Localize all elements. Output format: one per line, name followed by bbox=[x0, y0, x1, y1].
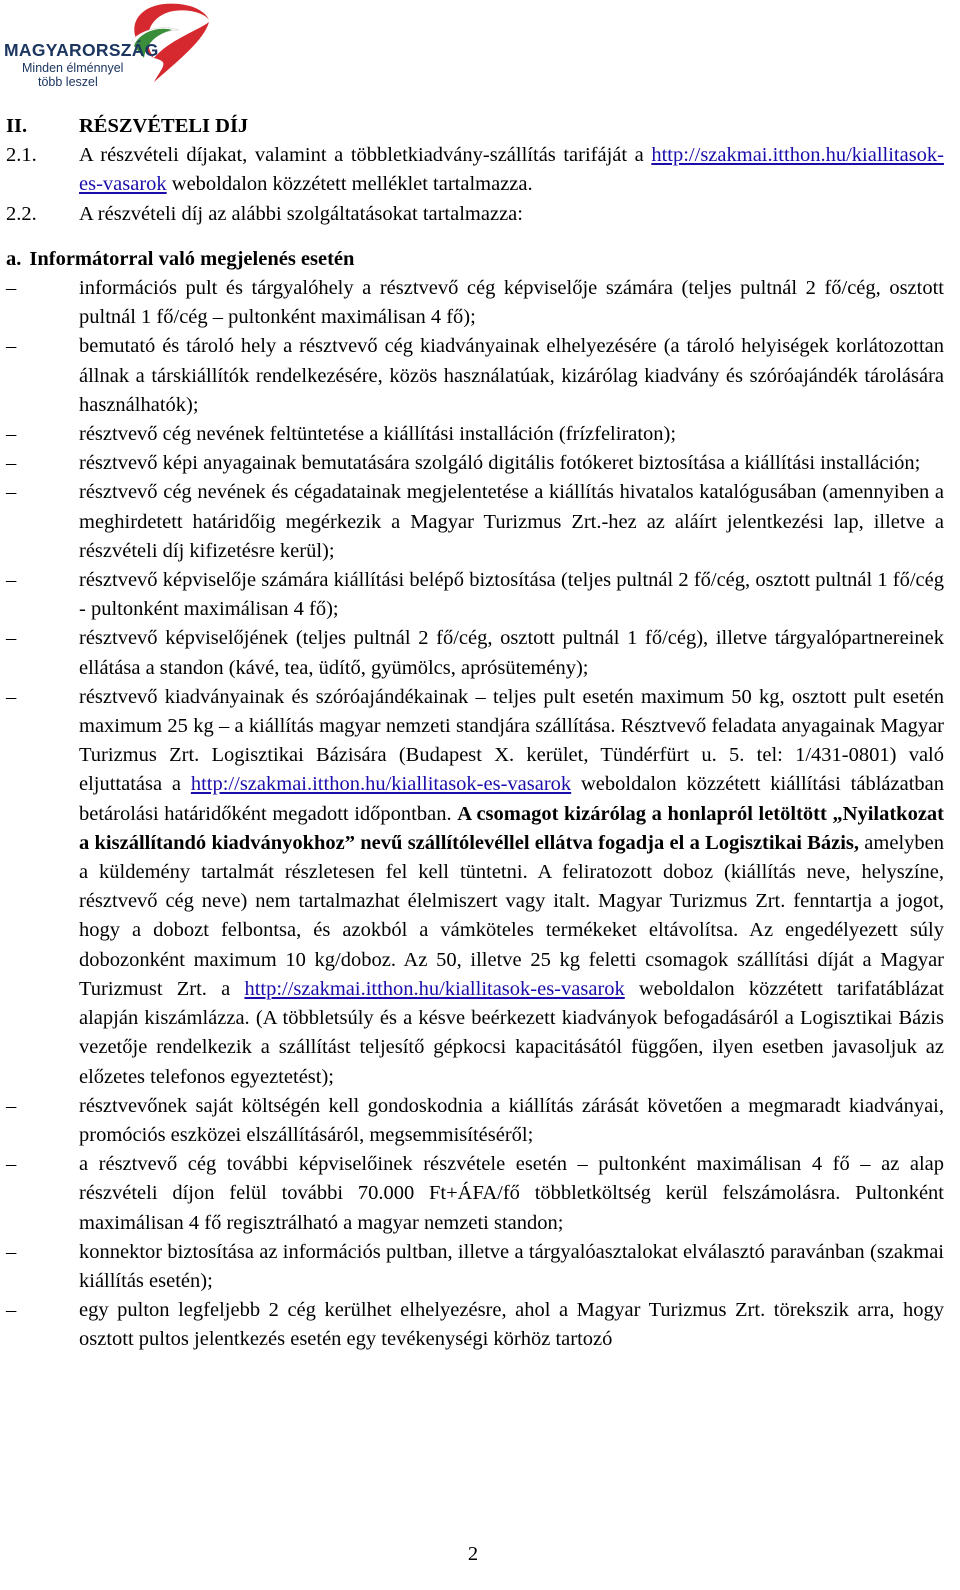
item8-part4: weboldalon közzétett tarifatáblázat alapján kiszámlázza. (A többletsúly és a késve beérkezett kiadványok befogadásáról a Logisztikai Bázis vezetője rendelkezik a szállítást teljesítő gépkocsi kapacitásától függően, ilyen esetben javasoljuk az előzetes telefonos egyeztetést); bbox=[79, 977, 944, 1088]
list-item-text: egy pulton legfeljebb 2 cég kerülhet elhelyezésre, ahol a Magyar Turizmus Zrt. törekszik arra, hogy osztott pultos jelentkezés esetén egy tevékenységi körhöz tartozó bbox=[79, 1299, 944, 1351]
list-item bbox=[6, 566, 944, 624]
item8-part1: résztvevő kiadványainak és szóróajándékainak – teljes pult esetén maximum 50 kg, osztott pult esetén maximum 25 kg – a kiállítás magyar nemzeti standjára szállítása. Résztvevő feladata anyagainak Magyar Turizmus Zrt. Logisztikai Bázisára (Budapest X. kerület, Tündérfürt u. 5. tel: 1/431-0801) való eljuttatása a bbox=[79, 685, 944, 796]
kiallitasok-link[interactable]: http://szakmai.itthon.hu/kiallitasok-es-vasarok bbox=[244, 977, 625, 1000]
list-item-text bbox=[79, 683, 944, 1092]
list-item bbox=[6, 683, 944, 1092]
paragraph-number: 2.2. bbox=[6, 202, 37, 225]
list-item-text: résztvevő cég nevének feltüntetése a kiállítási installáción (frízfeliraton); bbox=[79, 423, 677, 446]
paragraph-number: 2.1. bbox=[6, 144, 37, 167]
list-item bbox=[6, 1150, 944, 1238]
logo-tagline-2: több leszel bbox=[38, 75, 98, 89]
dash-bullet: – bbox=[6, 277, 17, 300]
page-number: 2 bbox=[467, 1543, 479, 1565]
subsection-a-heading bbox=[6, 245, 944, 274]
paragraph-2-1 bbox=[6, 141, 944, 199]
list-item-text: a résztvevő cég további képviselőinek részvétele esetén – pultonként maximálisan 4 fő – az alap részvételi díjon felül további 70.000 Ft+ÁFA/fő többletköltség kerül felszámolásra. Pultonként maximálisan 4 fő regisztrálható a magyar nemzeti standon; bbox=[79, 1153, 944, 1234]
list-item-text: konnektor biztosítása az információs pultban, illetve a tárgyalóasztalokat elválasztó paravánban (szakmai kiállítás esetén); bbox=[79, 1240, 944, 1292]
kiallitasok-link[interactable]: http://szakmai.itthon.hu/kiallitasok-es-vasarok bbox=[79, 144, 944, 196]
paragraph-text: A részvételi díj az alábbi szolgáltatásokat tartalmazza: bbox=[79, 202, 523, 225]
list-item-text: résztvevő képi anyagainak bemutatására szolgáló digitális fotókeret biztosítása a kiállítási installáción; bbox=[79, 452, 921, 475]
list-item-text: résztvevő képviselője számára kiállítási belépő biztosítása (teljes pultnál 2 fő/cég, osztott pultnál 1 fő/cég - pultonként maximálisan 4 fő); bbox=[79, 569, 944, 621]
dash-bullet: – bbox=[6, 627, 17, 650]
item8-bold-notice: A csomagot kizárólag a honlapról letöltött „Nyilatkozat a kiszállítandó kiadványokhoz” nevű szállítólevéllel ellátva fogadja el a Logisztikai Bázis, bbox=[79, 802, 944, 854]
dash-bullet: – bbox=[6, 569, 17, 592]
item8-part3: amelyben a küldemény tartalmát részletesen fel kell tüntetni. A feliratozott doboz (kiállítás neve, helyszíne, résztvevő cég neve) nem tartalmazhat élelmiszert vagy italt. Magyar Turizmus Zrt. fenntartja a jogot, hogy a dobozt felbontsa, és azokból a vámköteles termékeket eltávolítsa. Az engedélyezett súly dobozonként maximum 10 kg/doboz. Az 50, illetve 25 kg feletti csomagok szállítási díját a Magyar Turizmust Zrt. a bbox=[79, 831, 944, 1000]
dash-bullet: – bbox=[6, 685, 17, 708]
subsection-title: Informátorral való megjelenés esetén bbox=[29, 247, 355, 270]
list-item bbox=[6, 332, 944, 420]
dash-bullet: – bbox=[6, 423, 17, 446]
item8-part2: weboldalon közzétett kiállítási táblázatban betárolási határidőként megadott időpontban. bbox=[79, 773, 944, 825]
document-body bbox=[6, 112, 944, 1355]
dash-bullet: – bbox=[6, 1094, 17, 1117]
paragraph-text bbox=[79, 141, 944, 199]
subsection-number: a. bbox=[6, 247, 22, 270]
dash-bullet: – bbox=[6, 452, 17, 475]
logo-tagline-1: Minden élménnyel bbox=[22, 61, 124, 75]
p21-before: A részvételi díjakat, valamint a többletkiadvány-szállítás tarifáját a bbox=[79, 144, 644, 167]
list-item-text: résztvevő képviselőjének (teljes pultnál 2 fő/cég, osztott pultnál 1 fő/cég), illetve tárgyalópartnereinek ellátása a standon (kávé, tea, üdítő, gyümölcs, aprósütemény); bbox=[79, 627, 944, 679]
section-number: II. bbox=[6, 115, 28, 137]
list-item-text: bemutató és tároló hely a résztvevő cég kiadványainak elhelyezésére (a tároló helyiségek korlátozottan állnak a társkiállítók rendelkezésére, közös használatúak, kizárólag kiadvány és szóróajándék tárolására használhatók); bbox=[79, 335, 944, 416]
services-list bbox=[6, 274, 944, 1355]
dash-bullet: – bbox=[6, 1153, 17, 1176]
dash-bullet: – bbox=[6, 481, 17, 504]
list-item bbox=[6, 420, 944, 449]
logo-wordmark bbox=[4, 40, 159, 89]
list-item bbox=[6, 1092, 944, 1150]
p21-after: weboldalon közzétett melléklet tartalmazza. bbox=[166, 173, 533, 196]
magyarorszag-logo bbox=[4, 0, 214, 92]
list-item bbox=[6, 1238, 944, 1296]
list-item bbox=[6, 624, 944, 682]
list-item bbox=[6, 274, 944, 332]
list-item-text: információs pult és tárgyalóhely a résztvevő cég képviselője számára (teljes pultnál 2 fő/cég, osztott pultnál 1 fő/cég – pultonként maximálisan 4 fő); bbox=[79, 277, 944, 329]
paragraph-2-2 bbox=[6, 200, 944, 229]
list-item bbox=[6, 449, 944, 478]
list-item bbox=[6, 478, 944, 566]
dash-bullet: – bbox=[6, 1240, 17, 1263]
section-heading bbox=[6, 112, 944, 141]
kiallitasok-link[interactable]: http://szakmai.itthon.hu/kiallitasok-es-vasarok bbox=[190, 773, 572, 796]
logo-brand: MAGYARORSZÁG bbox=[4, 40, 159, 60]
dash-bullet: – bbox=[6, 335, 17, 358]
section-title: RÉSZVÉTELI DÍJ bbox=[79, 115, 249, 137]
list-item-text: résztvevőnek saját költségén kell gondoskodnia a kiállítás zárását követően a megmaradt kiadványai, promóciós eszközei elszállításáról, megsemmisítéséről; bbox=[79, 1094, 944, 1146]
list-item bbox=[6, 1296, 944, 1354]
list-item-text: résztvevő cég nevének és cégadatainak megjelentetése a kiállítás hivatalos katalógusában (amennyiben a meghirdetett határidőig megérkezik a Magyar Turizmus Zrt.-hez az aláírt jelentkezési lap, illetve a részvételi díj kifizetésre kerül); bbox=[79, 481, 944, 562]
dash-bullet: – bbox=[6, 1299, 17, 1322]
